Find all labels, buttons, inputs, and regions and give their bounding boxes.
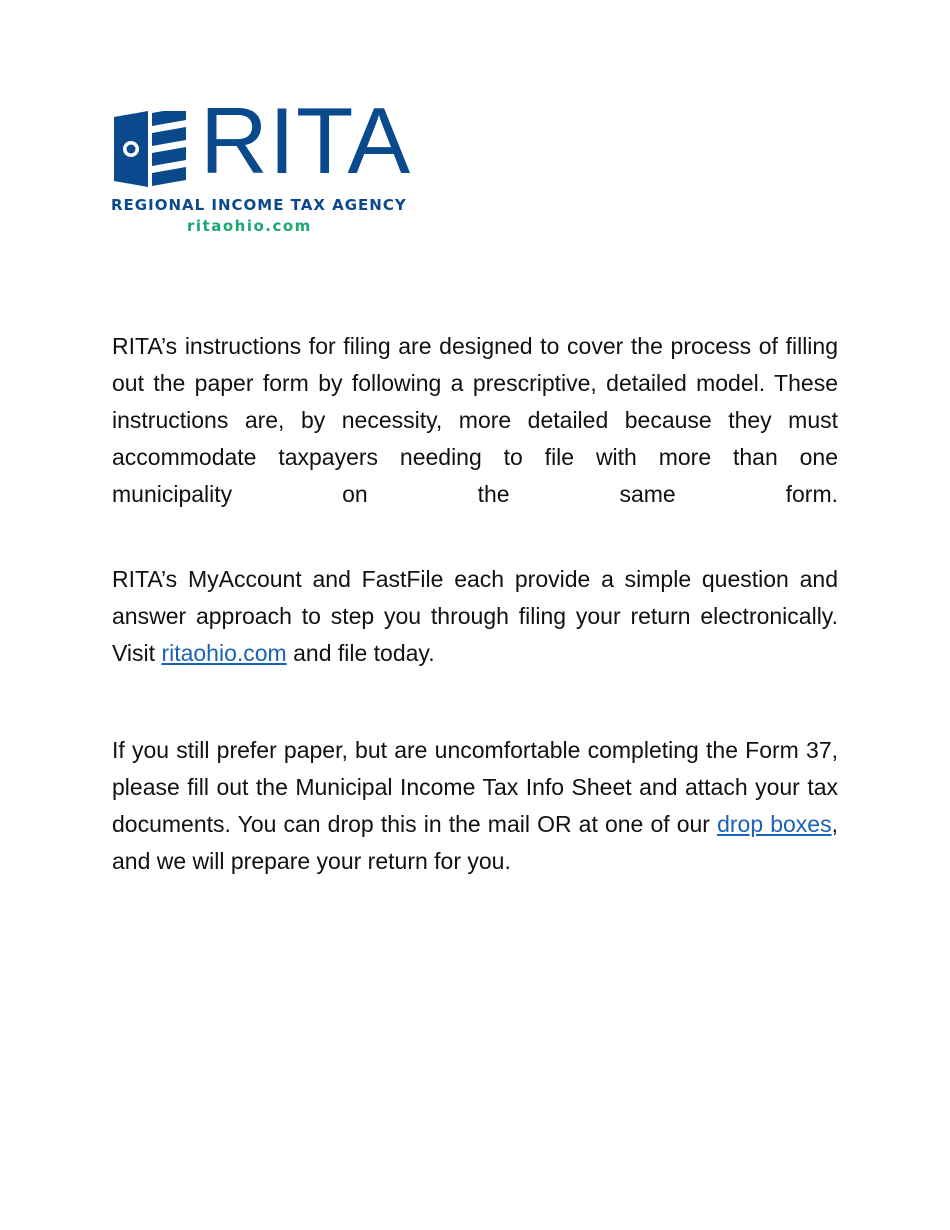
- drop-boxes-link[interactable]: drop boxes: [717, 811, 832, 837]
- paragraph-text: If you still prefer paper, but are uncomfortable completing the Form 37, please fill out the Municipal Income Tax Info Sheet and attach your tax documents. You can drop this in the mail OR at one of our: [112, 737, 838, 837]
- paragraph-text: and file today.: [286, 640, 435, 666]
- logo-wordmark: RITA: [200, 88, 412, 193]
- paragraph-text: , and we will prepare your return for you.: [112, 811, 838, 874]
- paragraph-electronic-filing: [112, 561, 838, 672]
- paragraph-paper-filing: [112, 732, 838, 880]
- rita-logo: [110, 88, 412, 238]
- book-building-icon: [114, 111, 186, 187]
- document-body: [112, 328, 838, 880]
- logo-agency-name: REGIONAL INCOME TAX AGENCY: [111, 196, 407, 214]
- logo-website: ritaohio.com: [187, 217, 312, 235]
- paragraph-filing-instructions: RITA’s instructions for filing are designed to cover the process of filling out the paper form by following a prescriptive, detailed model. These instructions are, by necessity, more detailed because they must accommodate taxpayers needing to file with more than one municipality on the same form.: [112, 333, 838, 507]
- paragraph-text: RITA’s MyAccount and FastFile each provide a simple question and answer approach to step you through filing your return electronically. Visit: [112, 566, 838, 666]
- ritaohio-link[interactable]: ritaohio.com: [161, 640, 287, 666]
